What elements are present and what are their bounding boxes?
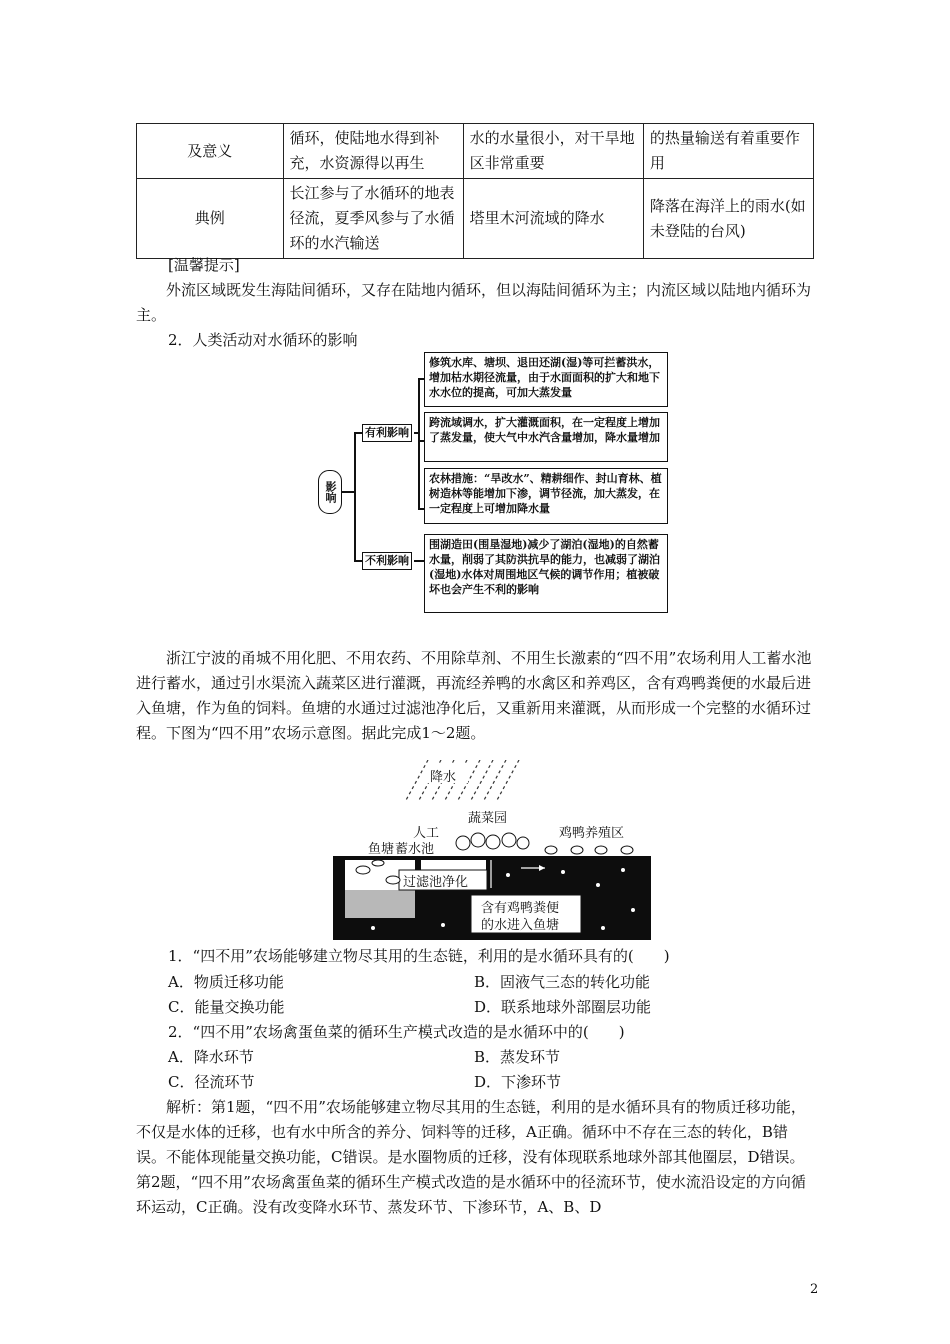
- farm-diagram: [333, 760, 651, 940]
- question-2-stem: 2．“四不用”农场禽蛋鱼菜的循环生产模式改造的是水循环中的( ): [168, 1023, 625, 1041]
- filter-label: 过滤池净化: [403, 875, 469, 890]
- tip-text: 外流区域既发生海陆间循环，又存在陆地内循环，但以海陆间循环为主；内流区域以陆地内循环为主。: [136, 281, 812, 324]
- table-cell: 塔里木河流域的降水: [463, 179, 643, 259]
- question-2-option-a: A．降水环节: [168, 1048, 254, 1066]
- table-row: [137, 179, 814, 259]
- positive-label: 有利影响: [362, 424, 412, 442]
- influence-diagram: [318, 352, 668, 614]
- vegetable-plants: [456, 833, 529, 850]
- table-cell: 典例: [137, 179, 284, 259]
- rain-label: 降水: [430, 770, 457, 785]
- negative-label: 不利影响: [362, 552, 412, 570]
- connector: [354, 432, 356, 560]
- question-2-option-b: B．蒸发环节: [474, 1048, 561, 1066]
- table-cell: 水的水量很小，对干旱地区非常重要: [463, 124, 643, 179]
- manure-label-line2: 的水进入鱼塘: [481, 918, 560, 933]
- tip-title: [温馨提示]: [168, 256, 240, 274]
- manure-label-line1: 含有鸡鸭粪便: [481, 901, 560, 916]
- poultry-area-label: 鸡鸭养殖区: [559, 826, 625, 841]
- connector: [414, 560, 424, 562]
- question-1-option-b: B．固液气三态的转化功能: [474, 973, 651, 991]
- question-1-option-c: C．能量交换功能: [168, 998, 285, 1016]
- question-2-option-c: C．径流环节: [168, 1073, 255, 1091]
- vegetable-garden-label: 蔬菜园: [468, 811, 508, 826]
- fish-pond-label: 鱼塘: [368, 842, 395, 857]
- question-2-option-d: D．下渗环节: [474, 1073, 562, 1091]
- question-1-option-d: D．联系地球外部圈层功能: [474, 998, 652, 1016]
- table-cell: 降落在海洋上的雨水(如未登陆的台风): [643, 179, 813, 259]
- table-row: [137, 124, 814, 179]
- water-cycle-table: [136, 123, 814, 259]
- table-cell: 循环，使陆地水得到补充，水资源得以再生: [283, 124, 463, 179]
- poultry-icons: [545, 846, 633, 854]
- connector: [418, 378, 420, 508]
- table-cell: 的热量输送有着重要作用: [643, 124, 813, 179]
- question-1-stem: 1．“四不用”农场能够建立物尽其用的生态链，利用的是水循环具有的( ): [168, 947, 670, 965]
- table-cell: 及意义: [137, 124, 284, 179]
- connector: [354, 432, 362, 434]
- page-number: 2: [810, 1282, 819, 1297]
- table-cell: 长江参与了水循环的地表径流，夏季风参与了水循环的水汽输送: [283, 179, 463, 259]
- connector: [342, 491, 354, 493]
- connector: [354, 560, 362, 562]
- section-heading: 2．人类活动对水循环的影响: [168, 331, 358, 349]
- question-1-option-a: A．物质迁移功能: [168, 973, 284, 991]
- positive-box-reservoir: 修筑水库、塘坝、退田还湖(湿)等可拦蓄洪水，增加枯水期径流量，由于水面面积的扩大和地下水水位的提高，可加大蒸发量: [424, 352, 668, 407]
- positive-box-forestry: 农林措施：“旱改水”、精耕细作、封山育林、植树造林等能增加下渗，调节径流，加大蒸发，在一定程度上可增加降水量: [424, 468, 668, 524]
- reservoir-label-line2: 蓄水池: [395, 842, 435, 857]
- negative-box-reclamation: 围湖造田(围垦湿地)减少了湖泊(湿地)的自然蓄水量，削弱了其防洪抗旱的能力，也减弱了湖泊(湿地)水体对周围地区气候的调节作用；植被破坏也会产生不利的影响: [424, 534, 668, 613]
- diagram-root: 影响: [318, 470, 342, 514]
- positive-box-diversion: 跨流域调水，扩大灌溉面积，在一定程度上增加了蒸发量，使大气中水汽含量增加，降水量增加: [424, 412, 668, 462]
- analysis-text: 解析：第1题，“四不用”农场能够建立物尽其用的生态链，利用的是水循环具有的物质迁移功能，不仅是水体的迁移，也有水中所含的养分、饲料等的迁移，A正确。循环中不存在三态的转化，B错误。不能体现能量交换功能，C错误。是水圈物质的迁移，没有体现联系地球外部其他圈层，D错误。第2题，“四不用”农场禽蛋鱼菜的循环生产模式改造的是水循环中的径流环节，使水流沿设定的方向循环运动，C正确。没有改变降水环节、蒸发环节、下渗环节，A、B、D: [136, 1098, 806, 1216]
- reservoir-label-line1: 人工: [413, 826, 440, 841]
- passage-text: 浙江宁波的甬城不用化肥、不用农药、不用除草剂、不用生长激素的“四不用”农场利用人工蓄水池进行蓄水，通过引水渠流入蔬菜区进行灌溉，再流经养鸭的水禽区和养鸡区，含有鸡鸭粪便的水最后进入鱼塘，作为鱼的饲料。鱼塘的水通过过滤池净化后，又重新用来灌溉，从而形成一个完整的水循环过程。下图为“四不用”农场示意图。据此完成1～2题。: [136, 649, 812, 742]
